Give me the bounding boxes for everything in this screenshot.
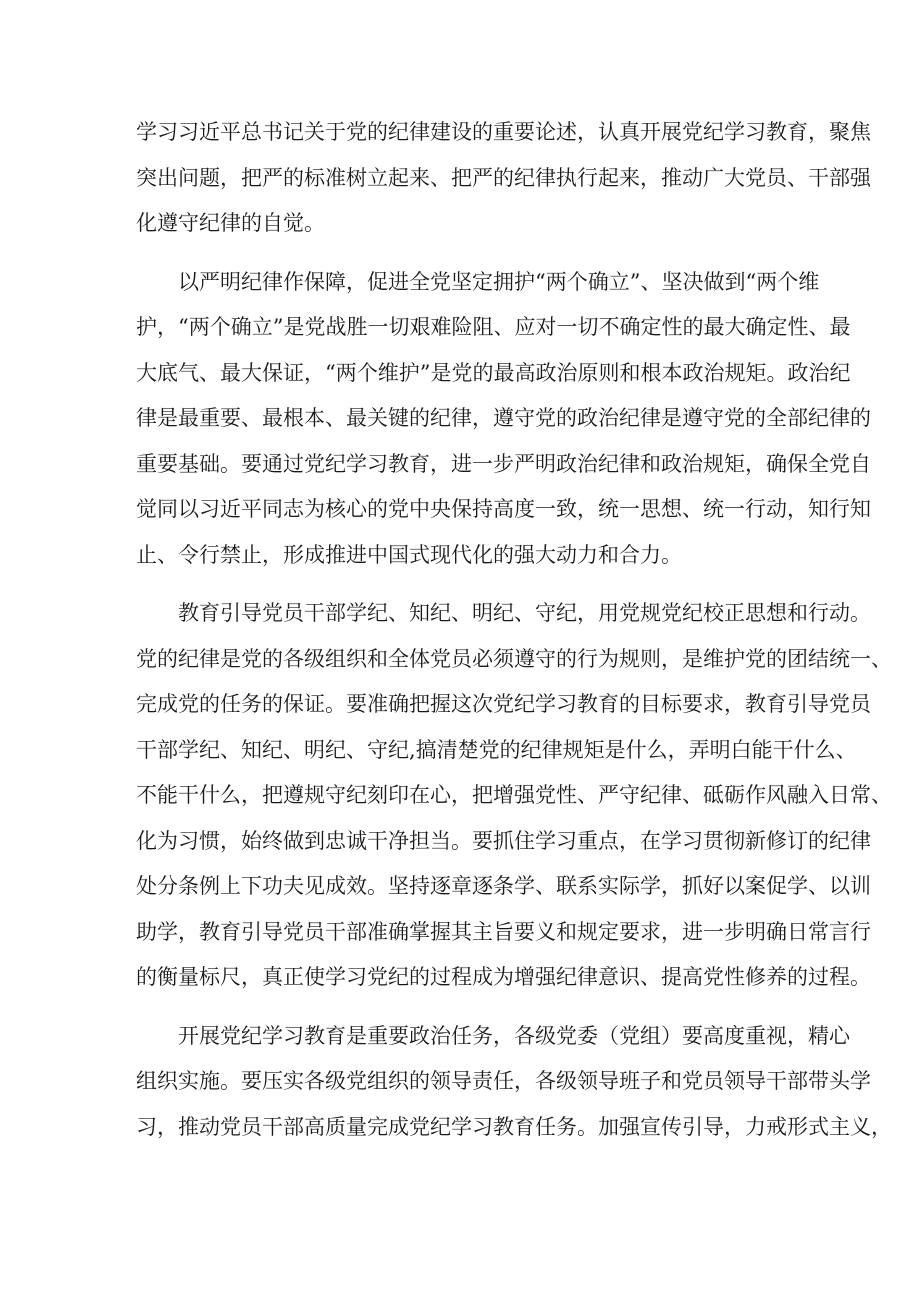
paragraph-4 [136,1014,892,1151]
paragraph-line: 觉同以习近平同志为核心的党中央保持高度一致，统一思想、统一行动，知行知 [136,497,871,521]
paragraph-line: 处分条例上下功夫见成效。坚持逐章逐条学、联系实际学，抓好以案促学、以训 [136,874,871,898]
paragraph-2 [136,260,871,579]
paragraph-line: 的衡量标尺，真正使学习党纪的过程成为增强纪律意识、提高党性修养的过程。 [136,965,871,989]
paragraph-line: 干部学纪、知纪、明纪、守纪,搞清楚党的纪律规矩是什么，弄明白能干什么、 [136,737,857,762]
paragraph-line: 学习习近平总书记关于党的纪律建设的重要论述，认真开展党纪学习教育，聚焦 [136,120,871,144]
paragraph-line: 以严明纪律作保障，促进全党坚定拥护“两个确立”、坚决做到“两个维 [178,269,820,294]
paragraph-line: 组织实施。要压实各级党组织的领导责任，各级领导班子和党员领导干部带头学 [136,1069,871,1093]
paragraph-line: 止、令行禁止，形成推进中国式现代化的强大动力和合力。 [136,542,682,567]
paragraph-line: 重要基础。要通过党纪学习教育，进一步严明政治纪律和政治规矩，确保全党自 [136,451,871,476]
paragraph-line: 助学，教育引导党员干部准确掌握其主旨要义和规定要求，进一步明确日常言行 [136,919,871,944]
paragraph-line: 突出问题，把严的标准树立起来、把严的纪律执行起来，推动广大党员、干部强 [136,165,871,190]
paragraph-1 [136,110,871,247]
paragraph-line: 党的纪律是党的各级组织和全体党员必须遵守的行为规则，是维护党的团结统一、 [136,646,892,671]
paragraph-line: 开展党纪学习教育是重要政治任务，各级党委（党组）要高度重视，精心 [178,1023,850,1048]
paragraph-line: 律是最重要、最根本、最关键的纪律，遵守党的政治纪律是遵守党的全部纪律的 [136,406,871,430]
paragraph-line: 化为习惯，始终做到忠诚干净担当。要抓住学习重点，在学习贯彻新修订的纪律 [136,828,871,853]
paragraph-line: 护，“两个确立”是党战胜一切艰难险阻、应对一切不确定性的最大确定性、最 [136,315,851,339]
paragraph-line: 化遵守纪律的自觉。 [136,211,325,235]
paragraph-line: 习，推动党员干部高质量完成党纪学习教育任务。加强宣传引导，力戒形式主义， [136,1114,892,1139]
paragraph-line: 不能干什么，把遵规守纪刻印在心，把增强党性、严守纪律、砥砺作风融入日常、 [136,783,892,807]
paragraph-3 [136,591,892,1001]
paragraph-line: 大底气、最大保证，“两个维护”是党的最高政治原则和根本政治规矩。政治纪 [136,360,851,385]
document-body [136,110,892,1163]
paragraph-line: 教育引导党员干部学纪、知纪、明纪、守纪，用党规党纪校正思想和行动。 [178,601,871,625]
paragraph-line: 完成党的任务的保证。要准确把握这次党纪学习教育的目标要求，教育引导党员 [136,692,871,716]
